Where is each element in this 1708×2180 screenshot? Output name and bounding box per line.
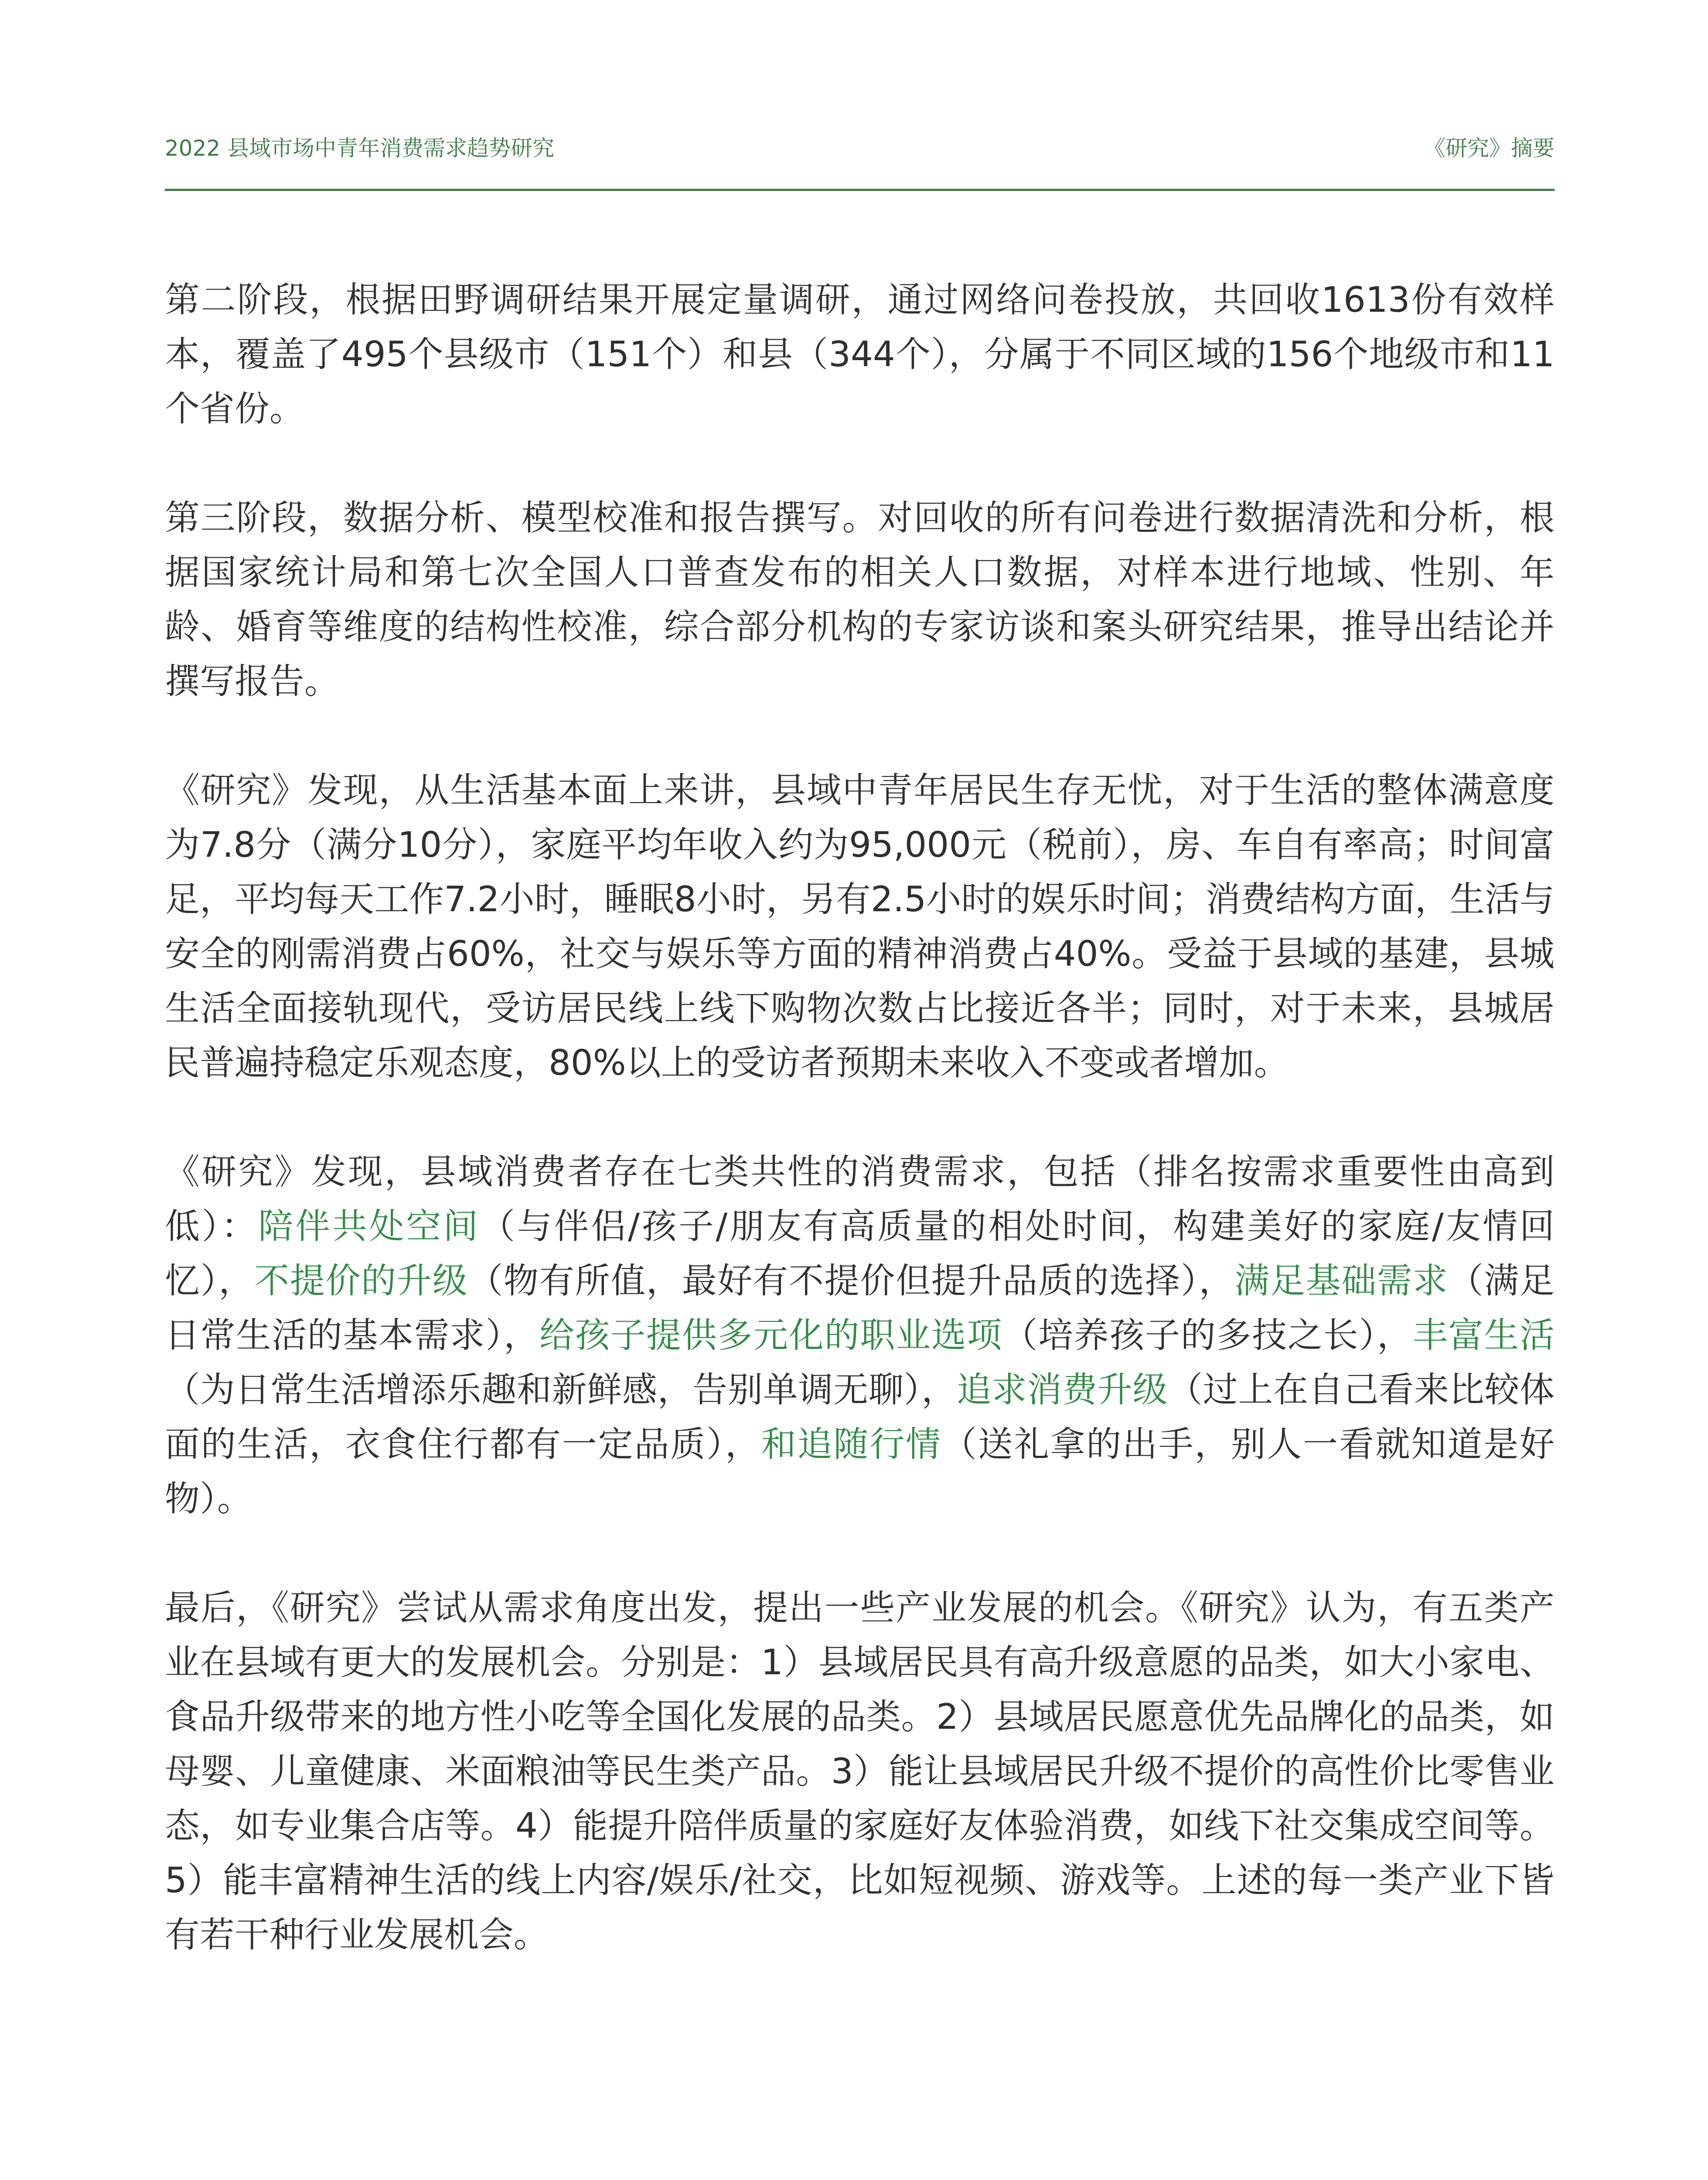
text-segment: （培养孩子的多技之长）， — [1002, 1315, 1413, 1356]
text-segment: （送礼拿的出手，别人一看就知道是好物）。 — [165, 1424, 1555, 1519]
paragraph-findings-basics: 《研究》发现，从生活基本面上来讲，县域中青年居民生存无忧，对于生活的整体满意度为7.8分（满分10分），家庭平均年收入约为95,000元（税前），房、车自有率高；时间富足，平均每天工作7.2小时，睡眠8小时，另有2.5小时的娱乐时间；消费结构方面，生活与安全的刚需消费占60%，社交与娱乐等方面的精神消费占40%。受益于县域的基建，县城生活全面接轨现代，受访居民线上线下购物次数占比接近各半；同时，对于未来，县城居民普遍持稳定乐观态度，80%以上的受访者预期未来收入不变或者增加。 — [165, 770, 1555, 1083]
highlight-need-basic: 满足基础需求 — [1234, 1260, 1449, 1301]
text-segment: （为日常生活增添乐趣和新鲜感，告别单调无聊）， — [165, 1369, 957, 1410]
highlight-need-upgrade-no-price: 不提价的升级 — [254, 1260, 468, 1301]
text-segment: （物有所值，最好有不提价但提升品质的选择）， — [468, 1260, 1235, 1301]
body-text — [165, 272, 1555, 2016]
highlight-need-enrich-life: 丰富生活 — [1412, 1315, 1555, 1356]
highlight-need-consumption-upgrade: 追求消费升级 — [956, 1369, 1168, 1410]
paragraph-findings-needs — [165, 1144, 1555, 1526]
highlight-need-follow-trend: 和追随行情 — [761, 1424, 942, 1465]
text-segment: （满足日常生活的基本需求）， — [165, 1260, 1555, 1356]
paragraph-phase-two: 第二阶段，根据田野调研结果开展定量调研，通过网络问卷投放，共回收1613份有效样本，覆盖了495个县级市（151个）和县（344个），分属于不同区域的156个地级市和11个省份。 — [165, 279, 1555, 429]
highlight-need-children-career: 给孩子提供多元化的职业选项 — [539, 1315, 1003, 1356]
report-title: 2022 县域市场中青年消费需求趋势研究 — [165, 136, 555, 161]
text-segment: （过上在自己看来比较体面的生活，衣食住行都有一定品质）， — [165, 1369, 1555, 1465]
text-segment: 《研究》发现，县域消费者存在七类共性的消费需求，包括（排名按需求重要性由高到低）： — [165, 1151, 1555, 1247]
paragraph-phase-three: 第三阶段，数据分析、模型校准和报告撰写。对回收的所有问卷进行数据清洗和分析，根据国家统计局和第七次全国人口普查发布的相关人口数据，对样本进行地域、性别、年龄、婚育等维度的结构性校准，综合部分机构的专家访谈和案头研究结果，推导出结论并撰写报告。 — [165, 497, 1555, 702]
paragraph-opportunities: 最后，《研究》尝试从需求角度出发，提出一些产业发展的机会。《研究》认为，有五类产业在县域有更大的发展机会。分别是：1）县域居民具有高升级意愿的品类，如大小家电、食品升级带来的地方性小吃等全国化发展的品类。2）县域居民愿意优先品牌化的品类，如母婴、儿童健康、米面粮油等民生类产品。3）能让县域居民升级不提价的高性价比零售业态，如专业集合店等。4）能提升陪伴质量的家庭好友体验消费，如线下社交集成空间等。5）能丰富精神生活的线上内容/娱乐/社交，比如短视频、游戏等。上述的每一类产业下皆有若干种行业发展机会。 — [165, 1587, 1555, 1955]
header-divider — [165, 189, 1555, 191]
page-header — [165, 131, 1555, 162]
section-title: 《研究》摘要 — [1424, 136, 1555, 161]
highlight-need-companionship: 陪伴共处空间 — [258, 1206, 480, 1247]
text-segment: （与伴侣/孩子/朋友有高质量的相处时间，构建美好的家庭/友情回忆）， — [165, 1206, 1555, 1301]
